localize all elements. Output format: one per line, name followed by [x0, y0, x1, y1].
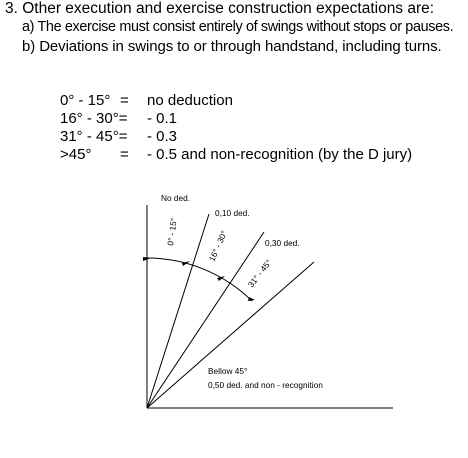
deduction-value: - 0.5 and non-recognition (by the D jury)	[147, 146, 413, 163]
deduction-range: >45°	[60, 146, 92, 163]
deduction-equals: =	[120, 146, 129, 163]
rule-a: a) The exercise must consist entirely of swings without stops or pauses.	[22, 19, 454, 35]
label-bellow-45-deduction: 0,50 ded. and non - recognition	[208, 380, 323, 390]
label-030-deduction: 0,30 ded.	[265, 238, 300, 248]
deduction-value: - 0.3	[147, 128, 178, 145]
heading: 3. Other execution and exercise construction expectations are:	[5, 0, 435, 17]
label-010-deduction: 0,10 ded.	[215, 208, 250, 218]
deduction-value: - 0.1	[147, 110, 178, 127]
label-no-deduction: No ded.	[161, 193, 191, 203]
deduction-range: 31° - 45°=	[60, 128, 128, 145]
label-bellow-45: Bellow 45°	[208, 366, 248, 376]
arc-arrowhead	[217, 276, 225, 281]
rule-b: b) Deviations in swings to or through handstand, including turns.	[22, 38, 442, 55]
zone-label-31-45: 31° - 45°	[245, 257, 274, 290]
zone-label-0-15: 0° - 15°	[165, 217, 179, 247]
measurement-arc	[147, 258, 252, 301]
deduction-value: no deduction	[147, 92, 233, 109]
deduction-range: 16° - 30°=	[60, 110, 128, 127]
deduction-range: 0° - 15°	[60, 92, 111, 109]
arc-arrowhead	[248, 297, 255, 301]
deduction-equals: =	[120, 92, 129, 109]
line-15-degrees	[147, 214, 209, 408]
zone-label-16-30: 16° - 30°	[206, 229, 230, 263]
